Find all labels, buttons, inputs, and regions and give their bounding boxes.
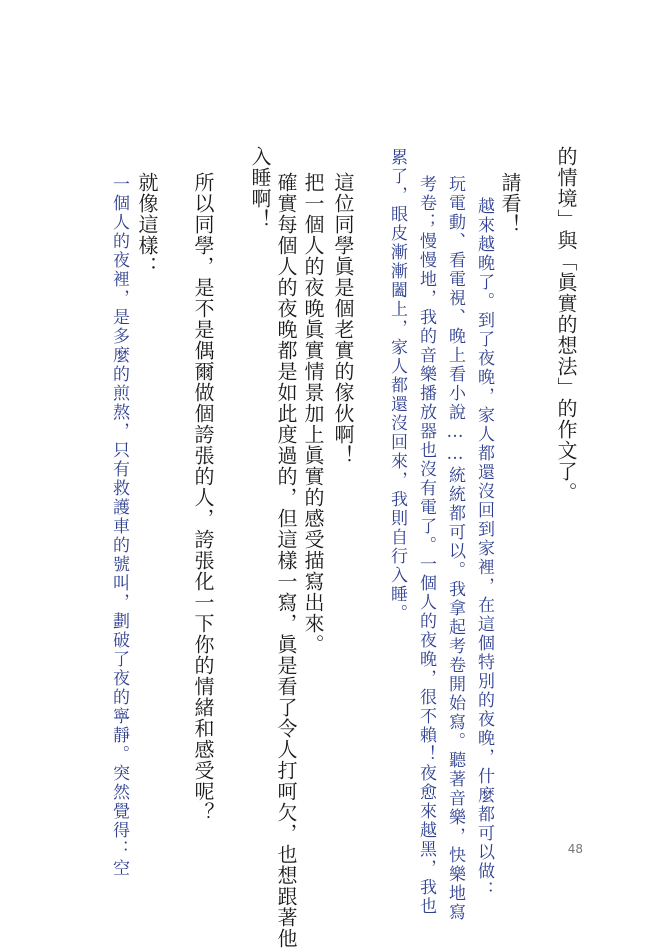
text-column: 確實每個人的夜晚都是如此度過的，但這樣一寫，眞是看了令人打呵欠，也想跟著他: [274, 172, 298, 949]
text-column: 入睡啊！: [248, 146, 272, 230]
quote-column: 一個人的夜裡，是多麼的煎熬，只有救護車的號叫，劃破了夜的寧靜。突然覺得：空: [109, 175, 129, 878]
page-number: 48: [567, 842, 583, 856]
text-column: 所以同學，是不是偶爾做個誇張的人，誇張化一下你的情緒和感受呢？: [191, 172, 215, 823]
quote-column: 玩電動、看電視、晚上看小說……統統都可以。我拿起考卷開始寫。聽著音樂，快樂地寫: [445, 175, 465, 922]
text-column: 的情境」與「眞實的想法」的作文了。: [554, 146, 578, 503]
text-column: 就像這樣：: [135, 172, 159, 277]
text-column: 把一個人的夜晚眞實情景加上眞實的感受描寫出來。: [301, 172, 325, 655]
text-column: 請看！: [498, 172, 522, 235]
quote-column: 越來越晚了。到了夜晚，家人都還沒回到家裡，在這個特別的夜晚，什麼都可以做：: [474, 197, 494, 900]
quote-column: 考卷；慢慢地，我的音樂播放器也沒有電了。一個人的夜晚，很不賴！夜愈來越黑，我也: [416, 175, 436, 916]
text-column: 這位同學眞是個老實的傢伙啊！: [331, 172, 355, 466]
quote-column: 累了，眼皮漸漸闔上，家人都還沒回來，我則自行入睡。: [387, 148, 407, 623]
